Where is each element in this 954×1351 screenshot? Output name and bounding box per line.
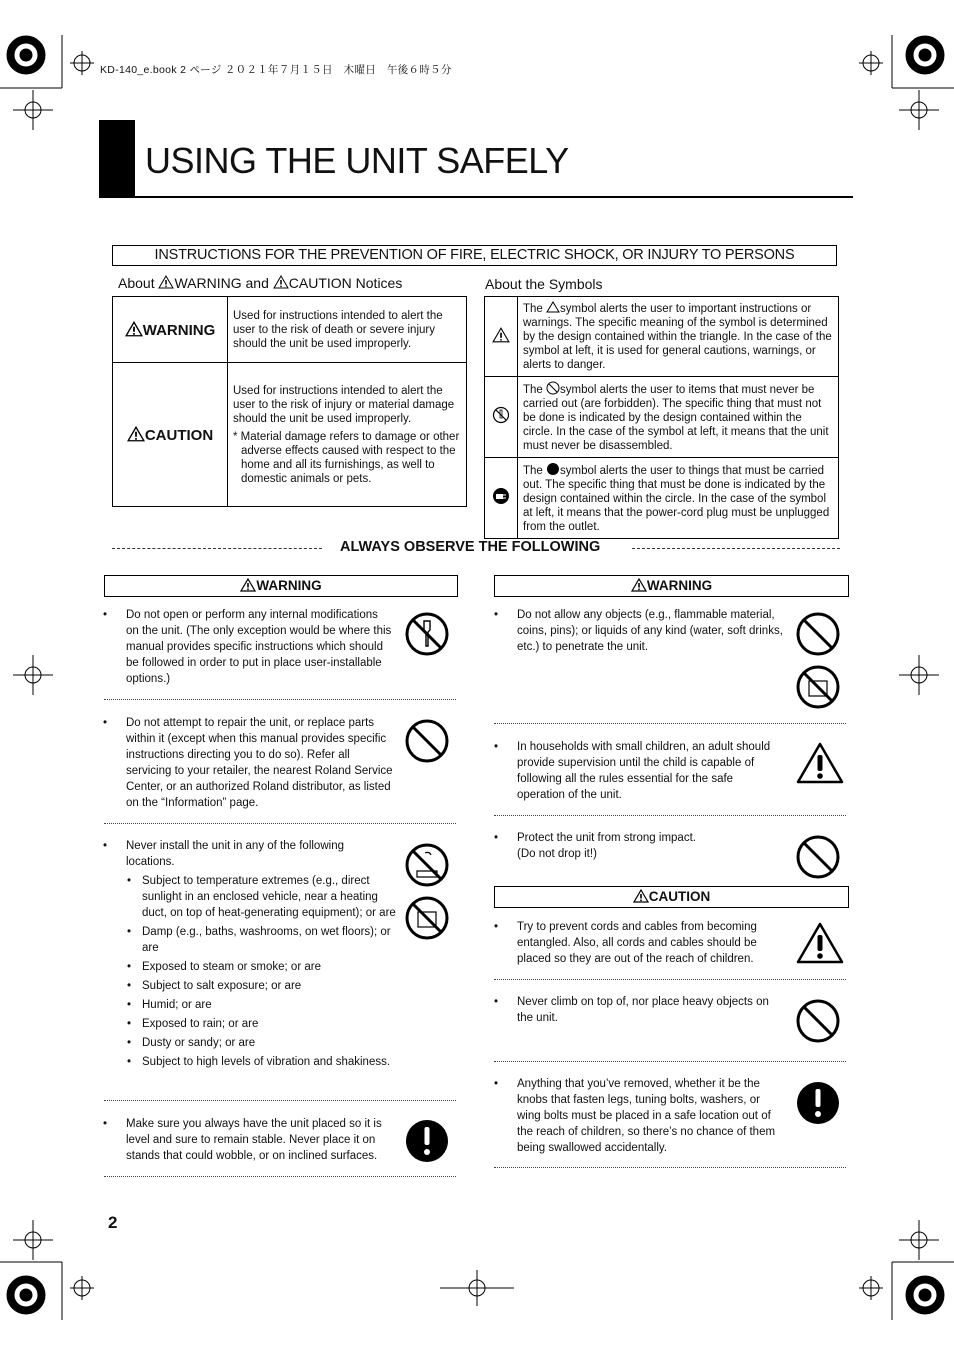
no-disassembly-icon [405,612,449,656]
list-item: • Never install the unit in any of the following locations. • Subject to temperature extremes (e.g., direct sunlight in an enclosed vehicle, near a heating duct, on top of heat-generating equipment); or are • Damp (e.g., baths, washrooms, on wet floors); or are • Exposed to steam or smoke; or are • Subject to salt exposure; or are • Humid; or are • Exposed to rain; or are • Dusty or sandy; or are • Subject to high levels of vibration and shakiness. [103,838,403,1070]
list-item: • Do not open or perform any internal modifications on the unit. (The only exception would be where this manual provides specific instructions which should be followed in order to put in place user-installable options.) [103,609,392,685]
prohibition-icon [796,835,840,879]
no-water-icon [405,843,449,887]
list-item: • Never climb on top of, nor place heavy objects on the unit. [494,996,769,1024]
caution-triangle-icon [273,275,289,289]
triangle-outline-icon [546,301,560,313]
item-divider [104,1176,456,1177]
symbol-dot-description: The symbol alerts the user to things that must be carried out. The specific thing that must be done is indicated by the design contained within the circle. In the case of the symbol at left, it means that the power-cord plug must be unplugged from the outlet. [518,458,839,539]
left-warning-header: WARNING [104,575,458,597]
locations-list [126,873,403,1070]
symbols-table [484,296,839,539]
location-item: • Subject to salt exposure; or are [126,978,403,994]
caution-triangle-icon [633,889,649,903]
file-header: KD-140_e.book 2 ページ ２０２１年７月１５日 木曜日 午後６時５分 [100,64,452,76]
item-divider [494,979,846,980]
right-caution-header: CAUTION [494,886,849,908]
symbol-circle-description: The symbol alerts the user to items that must never be carried out (are forbidden). The specific thing that must not be done is indicated by the design contained within the circle. In the case of the symbol at left, it means that the unit must never be disassembled. [518,377,839,458]
warning-triangle-icon [631,578,647,592]
no-liquid-icon [405,896,449,940]
page-title: USING THE UNIT SAFELY [145,140,569,181]
title-rule [99,196,853,198]
prohibition-icon [796,999,840,1043]
always-heading: ALWAYS OBSERVE THE FOLLOWING [340,539,601,555]
location-item: • Subject to temperature extremes (e.g., direct sunlight in an enclosed vehicle, near a heating duct, on top of heat-generating equipment); or are [126,873,397,921]
unplug-icon [492,487,510,505]
item-divider [494,723,846,724]
location-item: • Damp (e.g., baths, washrooms, on wet floors); or are [126,924,397,956]
location-item: • Humid; or are [126,997,403,1013]
caution-triangle-icon [796,741,844,785]
item-divider [104,699,456,700]
item-divider [494,1061,846,1062]
page-number: 2 [108,1213,118,1232]
list-item: • Make sure you always have the unit placed so it is level and sure to remain stable. Never place it on stands that could wobble, or on inclined surfaces. [103,1118,382,1162]
list-item: • Do not attempt to repair the unit, or replace parts within it (except when this manual provides specific instructions directing you to do so). Refer all servicing to your retailer, the nearest Roland Service Center, or an authorized Roland distributor, as listed on the “Information” page. [103,717,393,809]
caution-description: Used for instructions intended to alert the user to the risk of injury or material damage should the unit be used improperly. * Material damage refers to damage or other adverse effects caused with respect to the home and all its furnishings, as well to domestic animals or pets. [228,363,467,507]
list-item: • In households with small children, an adult should provide supervision until the child is capable of following all the rules essential for the safe operation of the unit. [494,741,771,801]
location-item: • Exposed to steam or smoke; or are [126,959,403,975]
caution-triangle-icon [492,327,510,343]
location-item: • Subject to high levels of vibration and shakiness. [126,1054,403,1070]
notices-heading: About WARNING and CAUTION Notices [118,275,403,291]
warning-triangle-icon [158,275,174,289]
item-divider [104,1100,456,1101]
location-item: • Exposed to rain; or are [126,1016,403,1032]
list-item: • Anything that you’ve removed, whether it be the knobs that fasten legs, tuning bolts, washers, or wing bolts must be placed in a safe location out of the reach of children, so there’s no chance of them being swallowed accidentally. [494,1078,776,1154]
always-divider-right [632,548,840,549]
item-divider [494,815,846,816]
list-item: • Do not allow any objects (e.g., flammable material, coins, pins); or liquids of any kind (water, soft drinks, etc.) to penetrate the unit. [494,609,783,653]
title-block-bar [99,120,135,198]
location-item: • Dusty or sandy; or are [126,1035,403,1051]
symbol-triangle-cell [485,297,518,377]
mandatory-action-icon [796,1081,840,1125]
warning-triangle-icon [125,321,143,337]
filled-circle-icon [546,462,560,476]
symbol-dot-cell [485,458,518,539]
instructions-heading: INSTRUCTIONS FOR THE PREVENTION OF FIRE, ELECTRIC SHOCK, OR INJURY TO PERSONS [112,245,837,266]
mandatory-action-icon [405,1119,449,1163]
right-warning-header: WARNING [494,575,849,597]
item-divider [494,1167,846,1168]
warning-label-cell: WARNING [113,297,228,363]
warning-triangle-icon [240,578,256,592]
list-item: • Protect the unit from strong impact. (Do not drop it!) [494,832,696,860]
caution-triangle-icon [796,921,844,965]
prohibition-circle-icon [546,381,560,395]
symbols-heading: About the Symbols [485,276,603,292]
prohibition-icon [405,719,449,763]
list-item: • Try to prevent cords and cables from becoming entangled. Also, all cords and cables should be placed so they are out of the reach of children. [494,921,757,965]
no-disassembly-icon [492,406,510,424]
prohibition-icon [796,612,840,656]
caution-triangle-icon [127,426,145,442]
symbol-circle-cell [485,377,518,458]
caution-label-cell: CAUTION [113,363,228,507]
warning-description: Used for instructions intended to alert the user to the risk of death or severe injury should the unit be used improperly. [228,297,467,363]
always-divider-left [112,548,322,549]
symbol-triangle-description: The symbol alerts the user to important instructions or warnings. The specific meaning of the symbol is determined by the design contained within the triangle. In the case of the symbol at left, it is used for general cautions, warnings, or alerts to danger. [518,297,839,377]
no-objects-icon [796,665,840,709]
notices-table [112,296,467,507]
item-divider [104,823,456,824]
